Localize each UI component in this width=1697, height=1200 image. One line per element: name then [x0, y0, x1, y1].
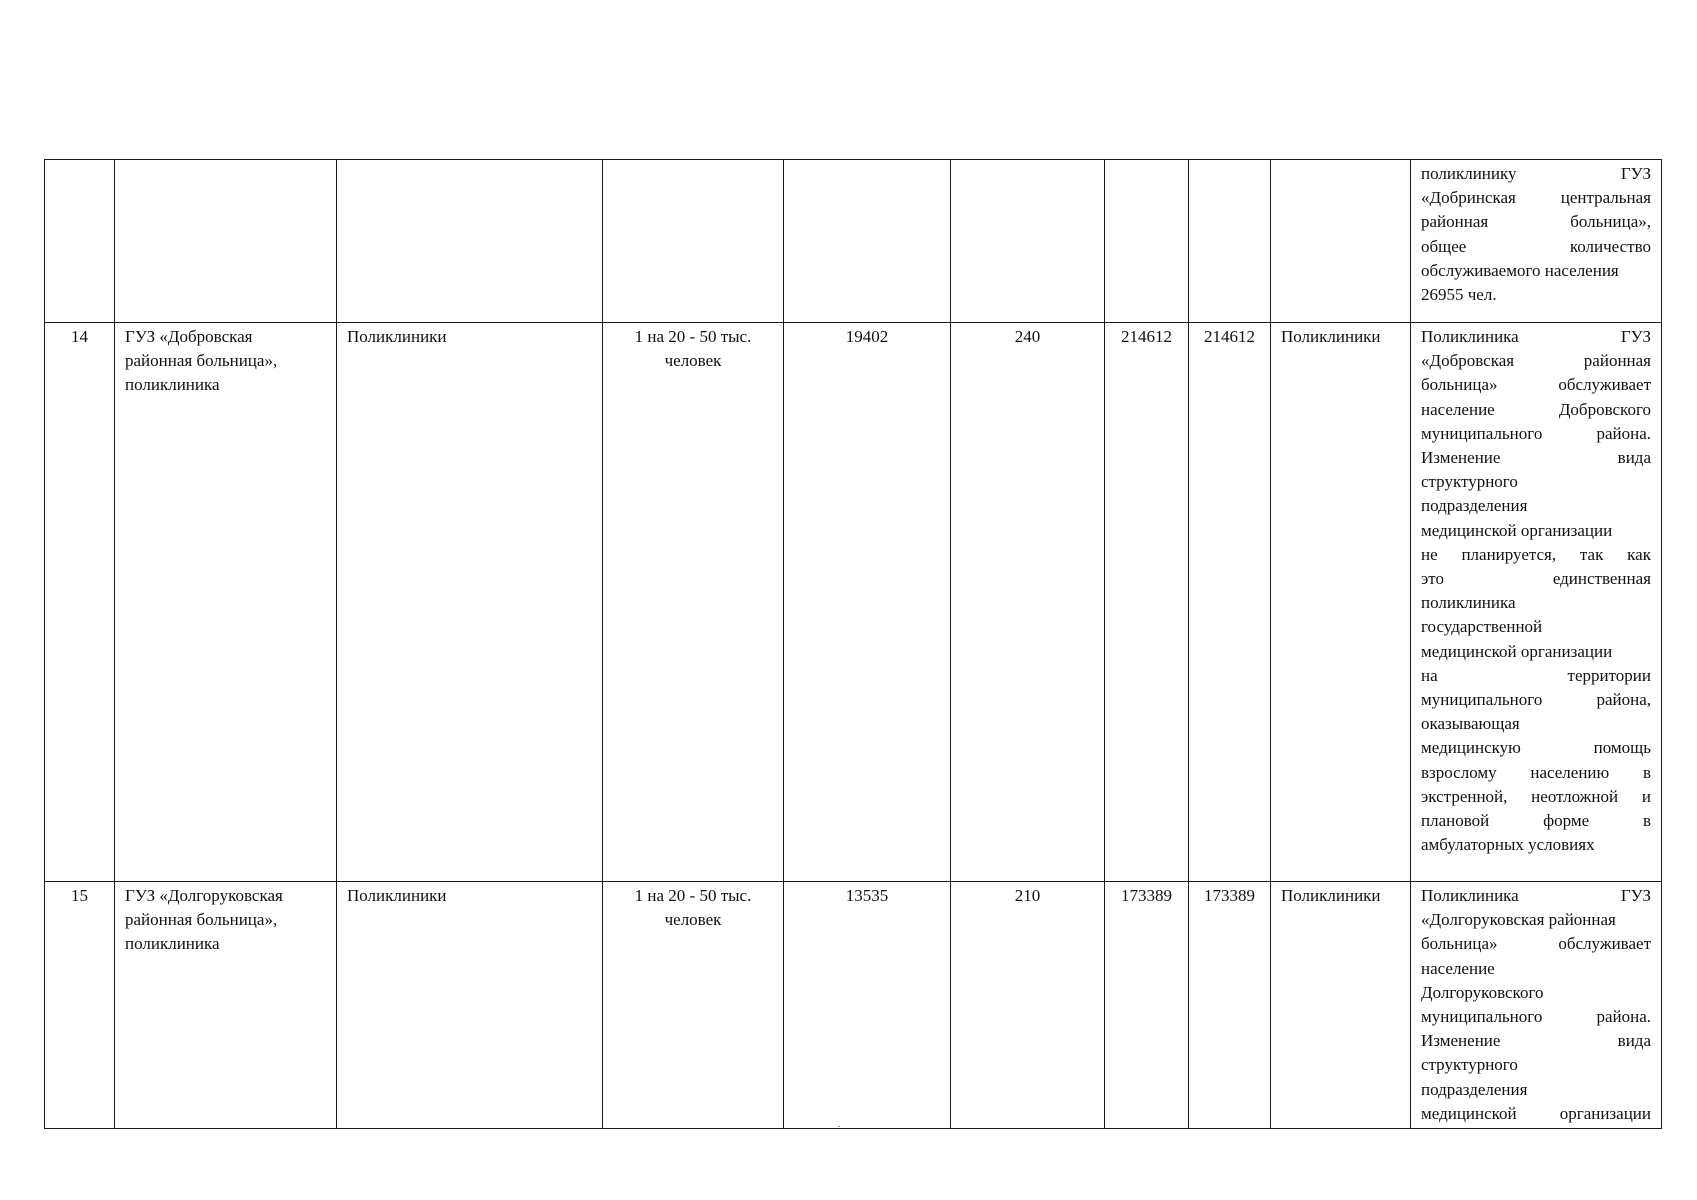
cell-value-3: 173389 [1105, 882, 1189, 1129]
note-line [1421, 235, 1651, 259]
note-line [1421, 325, 1651, 349]
name-line: ГУЗ «Долгоруковская [125, 886, 283, 905]
note-line [1421, 833, 1651, 857]
cell-name [115, 160, 337, 323]
cell-type: Поликлиники [337, 323, 603, 882]
cell-norm [603, 882, 784, 1129]
note-word: Изменение [1421, 1031, 1501, 1051]
cell-note [1411, 882, 1662, 1129]
note-word: население [1421, 958, 1495, 978]
note-line [1421, 688, 1651, 712]
note-line [1421, 640, 1651, 664]
note-word: больница» [1421, 934, 1498, 954]
note-word: Поликлиника [1421, 886, 1519, 905]
note-word: центральная [1560, 188, 1651, 208]
note-word: экстренной, [1421, 786, 1508, 806]
note-word: плановой [1421, 811, 1490, 831]
note-line [1421, 809, 1651, 833]
note-line [1421, 162, 1651, 186]
cell-number [45, 160, 115, 323]
note-line [1421, 981, 1651, 1005]
note-word: Долгоруковского [1421, 982, 1544, 1002]
note-word: количество [1569, 236, 1651, 256]
note-line [1421, 615, 1651, 639]
norm-line: 1 на 20 - 50 тыс. [634, 327, 752, 346]
note-word: помощь [1593, 738, 1651, 758]
note-line [1421, 186, 1651, 210]
name-line: районная больница», [125, 910, 278, 930]
note-word: «Добровская [1421, 351, 1515, 371]
facilities-table [44, 159, 1662, 1129]
note-line [1421, 736, 1651, 760]
cell-category: Поликлиники [1271, 323, 1411, 882]
cell-value-4: 214612 [1189, 323, 1271, 882]
note-line [1421, 1102, 1651, 1126]
note-line [1421, 373, 1651, 397]
note-line [1421, 349, 1651, 373]
note-word: как [1627, 544, 1651, 564]
note-word: 26955 чел. [1421, 285, 1497, 305]
note-line [1421, 785, 1651, 809]
cell-note [1411, 160, 1662, 323]
note-line [1421, 446, 1651, 470]
note-word: структурного [1421, 1055, 1518, 1075]
note-word: это [1421, 569, 1445, 589]
note-word: Изменение [1421, 448, 1501, 468]
table-row [45, 882, 1662, 1129]
note-word: обслуживает [1558, 934, 1651, 954]
note-word: поликлиника [1421, 593, 1516, 613]
cell-value-2 [951, 160, 1105, 323]
note-word: амбулаторных условиях [1421, 835, 1595, 855]
note-word: больница» [1421, 375, 1498, 395]
note-word: населению [1530, 762, 1610, 782]
note-word: ГУЗ [1620, 327, 1651, 346]
cell-value-2: 240 [951, 323, 1105, 882]
note-word: поликлинику [1421, 164, 1517, 183]
note-word: так [1579, 544, 1604, 564]
note-line [1421, 591, 1651, 615]
cell-category: Поликлиники [1271, 882, 1411, 1129]
note-word: района. [1596, 423, 1651, 443]
note-word: медицинской [1421, 1103, 1517, 1123]
cell-category [1271, 160, 1411, 323]
cell-value-1: 13535 [784, 882, 951, 1129]
note-word: вида [1617, 1031, 1651, 1051]
cell-value-3: 214612 [1105, 323, 1189, 882]
note-word: оказывающая [1421, 714, 1520, 734]
note-text [1421, 884, 1651, 1126]
note-word: медицинской организации [1421, 520, 1613, 540]
name-line: поликлиника [125, 934, 220, 954]
note-line [1421, 470, 1651, 494]
table-row [45, 323, 1662, 882]
cell-value-4: 173389 [1189, 882, 1271, 1129]
note-word: медицинской организации [1421, 641, 1613, 661]
note-word: планируется, [1461, 544, 1557, 564]
note-line [1421, 283, 1651, 307]
note-word: подразделения [1421, 496, 1528, 516]
note-word: не [1421, 544, 1438, 564]
note-word: района. [1596, 1007, 1651, 1027]
note-word: государственной [1421, 617, 1543, 637]
note-word: территории [1567, 665, 1651, 685]
note-word: взрослому [1421, 762, 1497, 782]
note-word: форме [1543, 811, 1590, 831]
note-word: больница», [1570, 212, 1651, 232]
note-word: в [1642, 811, 1651, 831]
note-line [1421, 259, 1651, 283]
note-line [1421, 1053, 1651, 1077]
cell-type [337, 160, 603, 323]
cell-norm [603, 160, 784, 323]
note-word: «Долгоруковская районная [1421, 910, 1616, 930]
note-line [1421, 210, 1651, 234]
note-word: структурного [1421, 472, 1518, 492]
note-line [1421, 422, 1651, 446]
note-word: организации [1559, 1103, 1651, 1123]
note-word: население [1421, 399, 1495, 419]
note-text [1421, 325, 1651, 857]
norm-line: человек [664, 910, 722, 930]
note-line [1421, 1078, 1651, 1102]
name-line: ГУЗ «Добровская [125, 327, 253, 346]
note-text [1421, 162, 1651, 307]
note-line [1421, 761, 1651, 785]
name-line: районная больница», [125, 351, 278, 371]
table-row-continued [45, 160, 1662, 323]
note-word: «Добринская [1421, 188, 1516, 208]
cell-value-2: 210 [951, 882, 1105, 1129]
norm-line: человек [664, 351, 722, 371]
name-line: поликлиника [125, 375, 220, 395]
cell-name [115, 323, 337, 882]
note-line [1421, 957, 1651, 981]
note-word: единственная [1552, 569, 1651, 589]
cell-name [115, 882, 337, 1129]
note-word: районная [1583, 351, 1651, 371]
note-word: ГУЗ [1620, 886, 1651, 905]
note-word: и [1641, 786, 1651, 806]
note-word: в [1642, 762, 1651, 782]
cell-value-1 [784, 160, 951, 323]
note-word: подразделения [1421, 1079, 1528, 1099]
note-line [1421, 543, 1651, 567]
note-word: медицинскую [1421, 738, 1521, 758]
note-line [1421, 908, 1651, 932]
note-line [1421, 712, 1651, 736]
note-line [1421, 932, 1651, 956]
note-word: Поликлиника [1421, 327, 1519, 346]
cell-norm [603, 323, 784, 882]
note-word: вида [1617, 448, 1651, 468]
note-line [1421, 884, 1651, 908]
note-line [1421, 567, 1651, 591]
note-line [1421, 664, 1651, 688]
note-line [1421, 1029, 1651, 1053]
note-word: обслуживает [1558, 375, 1651, 395]
note-word: обслуживаемого населения [1421, 260, 1619, 280]
note-line [1421, 398, 1651, 422]
norm-line: 1 на 20 - 50 тыс. [634, 886, 752, 905]
note-word: муниципального [1421, 423, 1543, 443]
note-line [1421, 519, 1651, 543]
note-word: общее [1421, 236, 1467, 256]
note-word: неотложной [1531, 786, 1619, 806]
cell-value-1: 19402 [784, 323, 951, 882]
cell-note [1411, 323, 1662, 882]
note-word: района, [1596, 690, 1651, 710]
note-word: муниципального [1421, 1007, 1543, 1027]
note-word: ГУЗ [1620, 164, 1651, 183]
cell-value-4 [1189, 160, 1271, 323]
note-word: Добровского [1558, 399, 1651, 419]
note-word: районная [1421, 212, 1489, 232]
note-word: на [1421, 665, 1438, 685]
note-word: муниципального [1421, 690, 1543, 710]
cell-number: 15 [45, 882, 115, 1129]
note-line [1421, 1005, 1651, 1029]
cell-value-3 [1105, 160, 1189, 323]
cell-number: 14 [45, 323, 115, 882]
note-line [1421, 494, 1651, 518]
cell-type: Поликлиники [337, 882, 603, 1129]
